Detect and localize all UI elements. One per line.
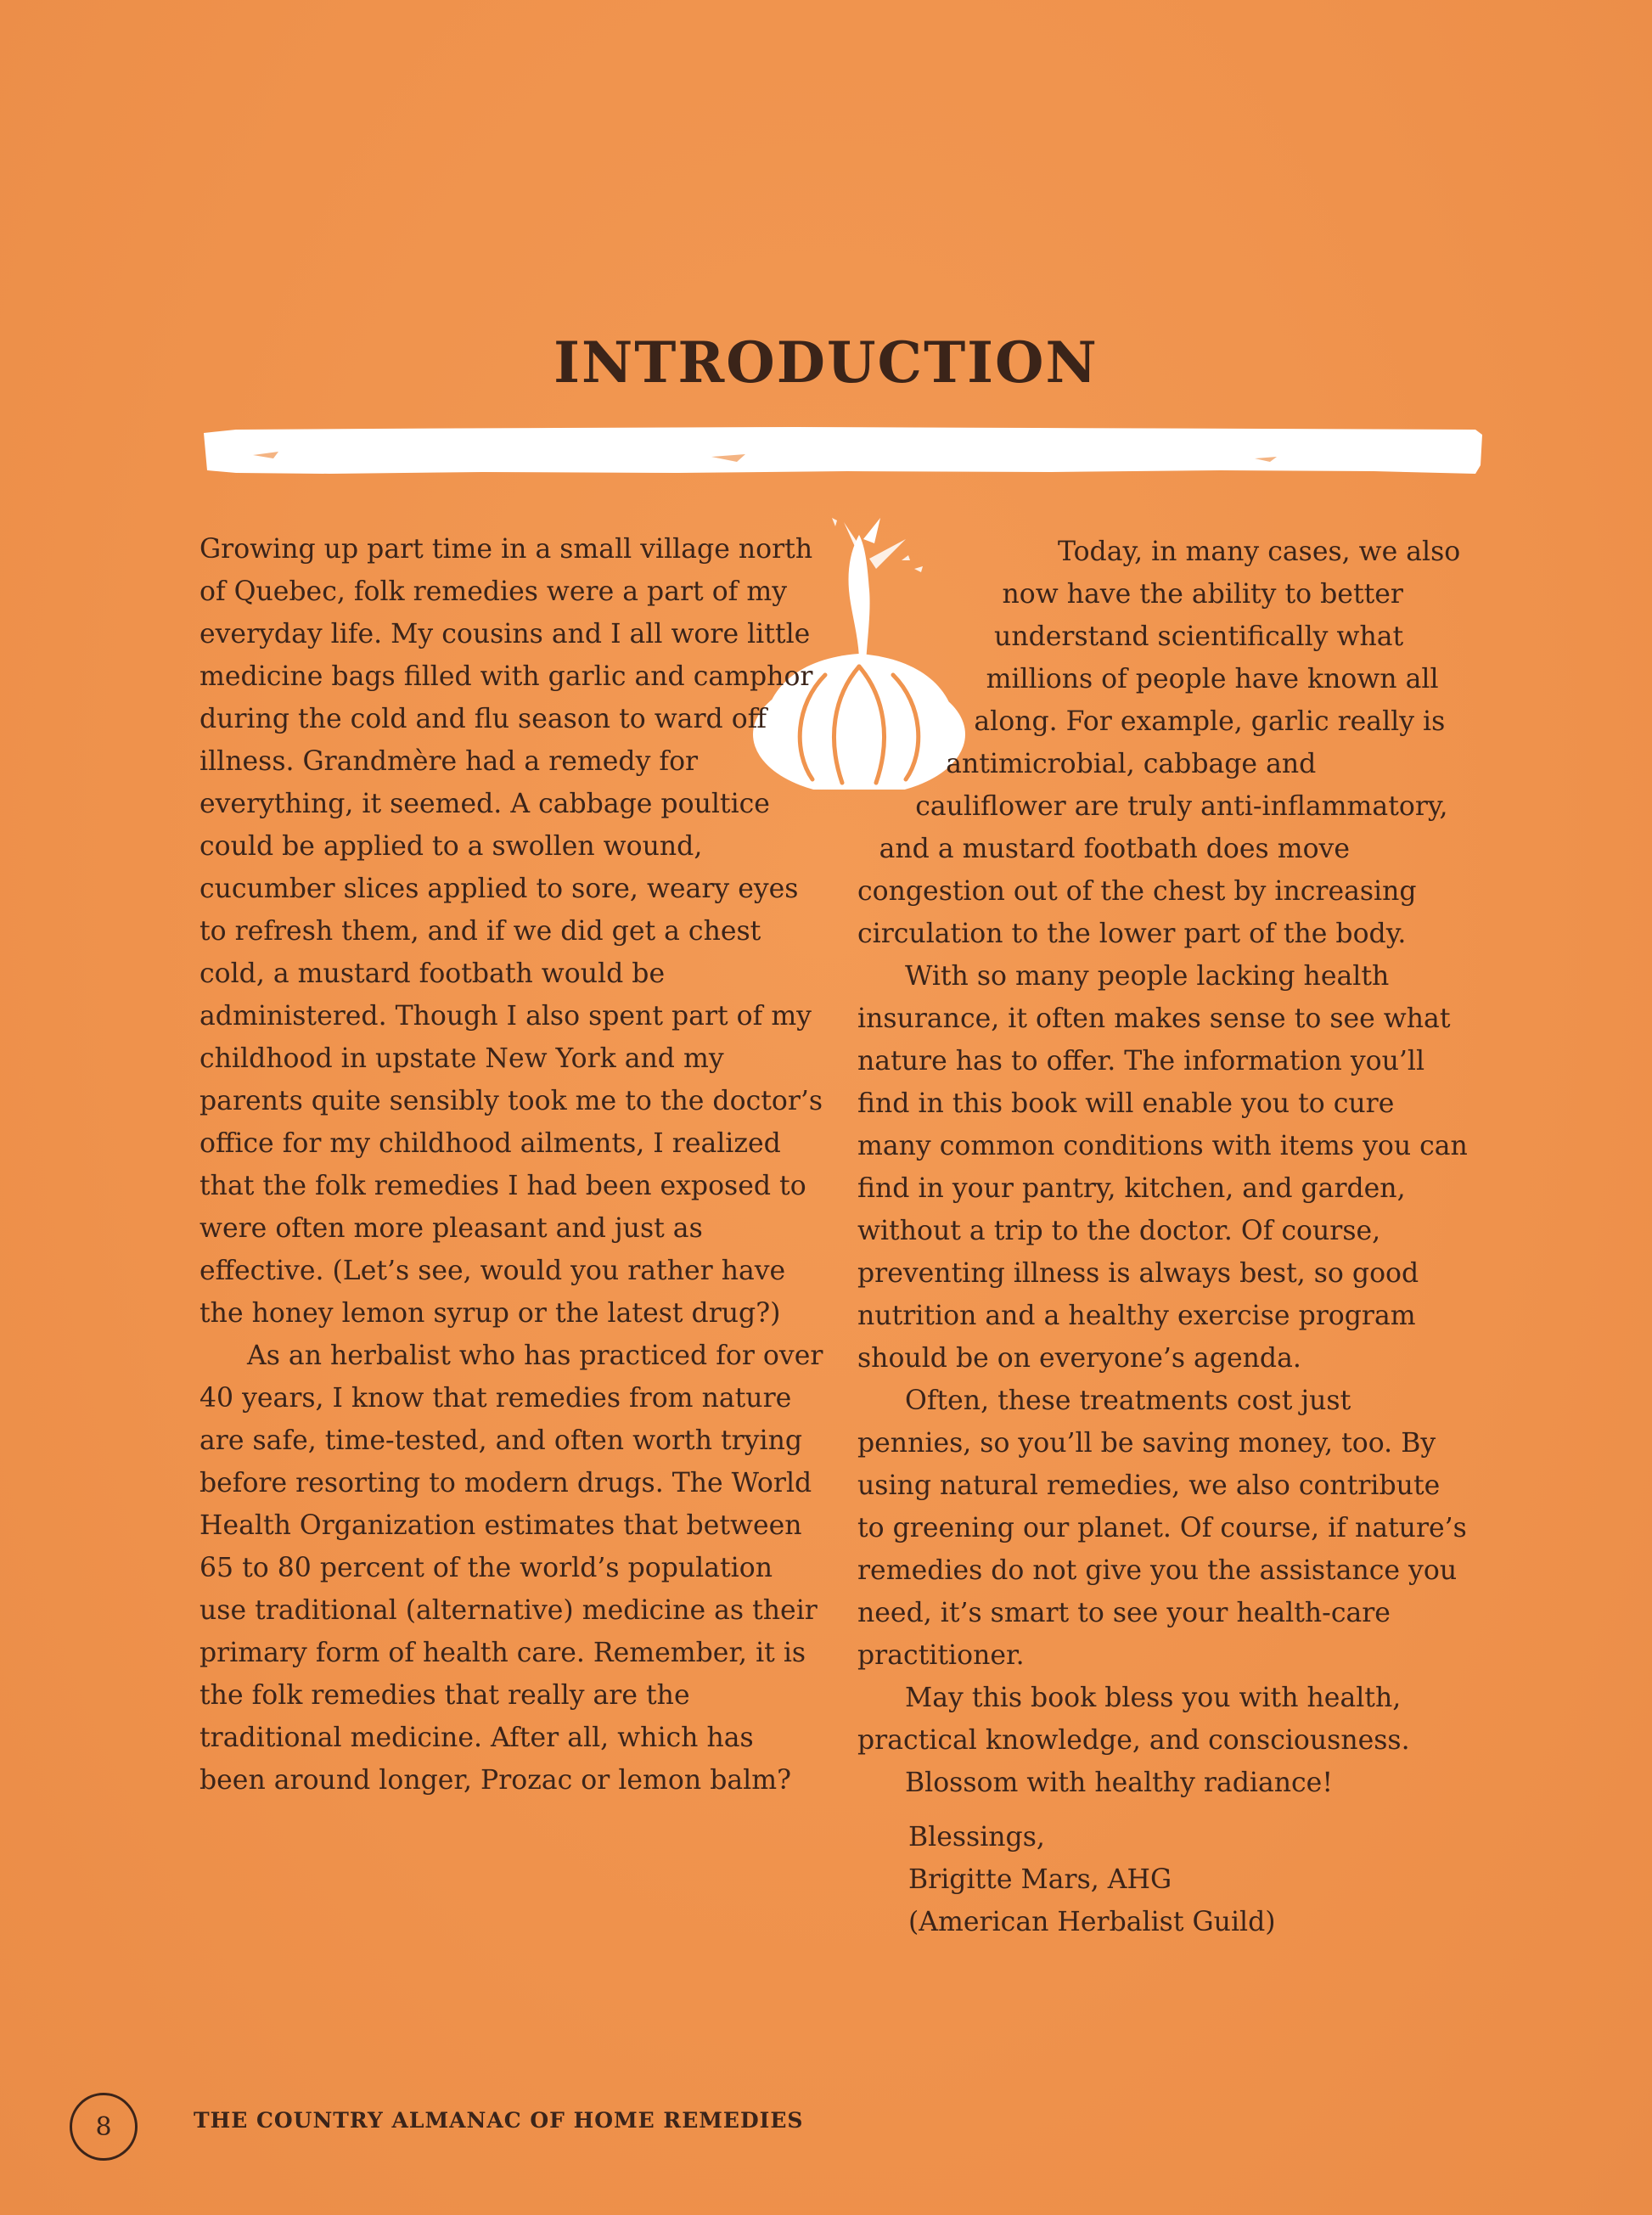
signoff-affiliation: (American Herbalist Guild) <box>908 1907 1276 1937</box>
paragraph-science: Today, in many cases, we also now have the ability to better understand scientifically what millions of people have known all along. For example, garlic really is antimicrobial, cabbage and cauliflower are truly anti-inflammatory, and a mustard footbath does move congestion out of the chest by increasing circulation to the lower part of the body. <box>857 537 1461 949</box>
paragraph-blessing: May this book bless you with health, practical knowledge, and consciousness. <box>857 1683 1410 1756</box>
right-column <box>857 531 1473 1943</box>
page-title: INTRODUCTION <box>553 329 1099 396</box>
paragraph-herbalist: As an herbalist who has practiced for over 40 years, I know that remedies from nature are safe, time-tested, and often worth trying before resorting to modern drugs. The World Health Organization estimates that between 65 to 80 percent of the world’s population use traditional (alternative) medicine as their primary form of health care. Remember, it is the folk remedies that really are the traditional medicine. After all, which has been around longer, Prozac or lemon balm? <box>199 1341 823 1796</box>
paragraph-insurance: With so many people lacking health insurance, it often makes sense to see what nature has to offer. The information you’ll find in this book will enable you to cure many common conditions with items you can find in your pantry, kitchen, and garden, without a trip to the doctor. Of course, preventing illness is always best, so good nutrition and a healthy exercise program should be on everyone’s agenda. <box>857 961 1468 1374</box>
page-number-badge <box>70 2093 138 2161</box>
page-number: 8 <box>95 2111 112 2142</box>
brush-stroke-divider <box>202 424 1484 477</box>
running-footer-title: THE COUNTRY ALMANAC OF HOME REMEDIES <box>194 2108 804 2133</box>
paragraph-costs: Often, these treatments cost just pennies, so you’ll be saving money, too. By using natural remedies, we also contribute to greening our planet. Of course, if nature’s remedies do not give you the assistance you need, it’s smart to see your health-care practitioner. <box>857 1386 1467 1671</box>
signoff-name: Brigitte Mars, AHG <box>908 1864 1172 1895</box>
left-column <box>199 528 828 1802</box>
paragraph-childhood: Growing up part time in a small village north of Quebec, folk remedies were a part of my everyday life. My cousins and I all wore little medicine bags filled with garlic and camphor during the cold and flu season to ward off illness. Grandmère had a remedy for everything, it seemed. A cabbage poultice could be applied to a swollen wound, cucumber slices applied to sore, weary eyes to refresh them, and if we did get a chest cold, a mustard footbath would be administered. Though I also spent part of my childhood in upstate New York and my parents quite sensibly took me to the doctor’s office for my childhood ailments, I realized that the folk remedies I had been exposed to were often more pleasant and just as effective. (Let’s see, would you rather have the honey lemon syrup or the latest drug?) <box>199 534 823 1329</box>
signoff <box>857 1816 1473 1943</box>
paragraph-radiance: Blossom with healthy radiance! <box>905 1768 1333 1798</box>
signoff-closing: Blessings, <box>908 1822 1045 1852</box>
